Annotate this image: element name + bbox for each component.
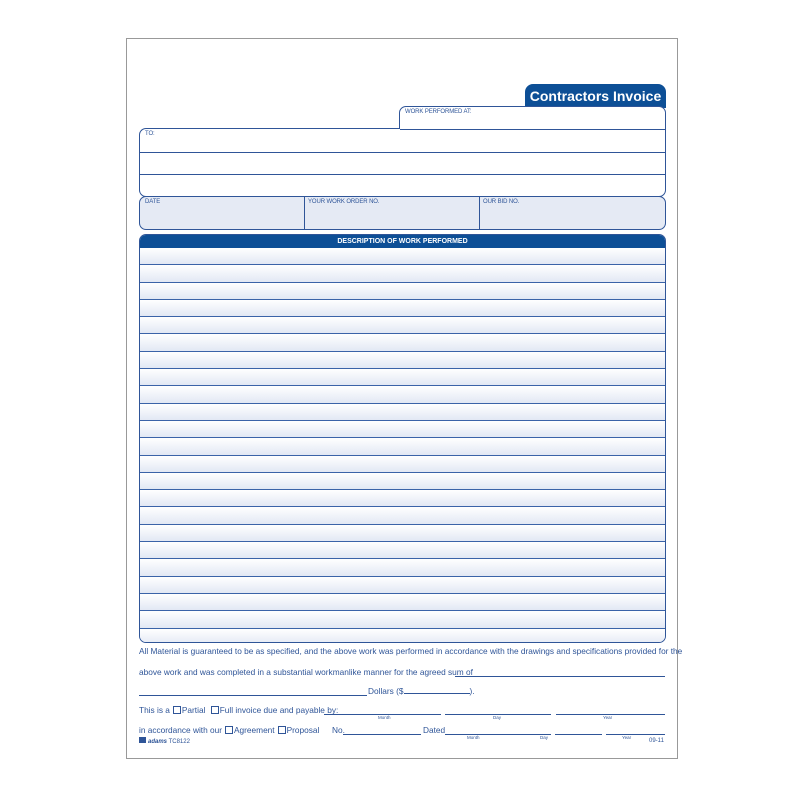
- description-line[interactable]: [140, 352, 665, 369]
- description-section: [139, 234, 666, 643]
- description-line[interactable]: [140, 438, 665, 455]
- due-day-label: Day: [493, 715, 502, 720]
- invoice-type-line: This is a Partial Full invoice due and payable by:: [139, 705, 339, 715]
- brand-mark: adams TC8122: [139, 737, 190, 745]
- version-code: 09-11: [649, 738, 664, 744]
- agreed-sum-line[interactable]: [455, 676, 665, 677]
- accordance-line: in accordance with our Agreement Proposal: [139, 725, 320, 735]
- dollars-label: Dollars ($ ).: [368, 686, 475, 696]
- description-line[interactable]: [140, 386, 665, 403]
- dated-day-line[interactable]: [555, 734, 602, 735]
- description-line[interactable]: [140, 265, 665, 282]
- description-line[interactable]: [140, 334, 665, 351]
- adams-logo-icon: [139, 737, 146, 743]
- bid-no-field[interactable]: [480, 197, 665, 229]
- guarantee-line-2: above work and was completed in a substantial workmanlike manner for the agreed sum of: [139, 667, 473, 677]
- dated-month-label: Month: [467, 735, 480, 740]
- description-line[interactable]: [140, 404, 665, 421]
- description-line[interactable]: [140, 559, 665, 576]
- description-line[interactable]: [140, 248, 665, 265]
- work-performed-at-box[interactable]: [399, 106, 666, 197]
- form-title: Contractors Invoice: [525, 84, 666, 108]
- description-header: DESCRIPTION OF WORK PERFORMED: [140, 235, 665, 248]
- to-box[interactable]: [139, 128, 400, 197]
- dated-label: Dated: [423, 725, 446, 735]
- description-line[interactable]: [140, 473, 665, 490]
- dated-year-line[interactable]: [606, 734, 665, 735]
- product-code: TC8122: [168, 739, 190, 745]
- dated-year-label: Year: [622, 735, 632, 740]
- description-line[interactable]: [140, 611, 665, 628]
- description-line[interactable]: [140, 490, 665, 507]
- no-label: No.: [332, 725, 345, 735]
- description-line[interactable]: [140, 369, 665, 386]
- description-line[interactable]: [140, 577, 665, 594]
- work-order-field[interactable]: [305, 197, 480, 229]
- description-line[interactable]: [140, 542, 665, 559]
- description-line[interactable]: [140, 317, 665, 334]
- description-line[interactable]: [140, 283, 665, 300]
- description-line[interactable]: [140, 525, 665, 542]
- dated-month-line[interactable]: [445, 734, 551, 735]
- description-line[interactable]: [140, 456, 665, 473]
- description-line[interactable]: [140, 300, 665, 317]
- description-line[interactable]: [140, 594, 665, 611]
- description-line[interactable]: [140, 629, 665, 643]
- to-label: TO:: [145, 131, 155, 137]
- dollars-words-line[interactable]: [139, 695, 367, 696]
- date-field[interactable]: [140, 197, 305, 229]
- description-line[interactable]: [140, 421, 665, 438]
- work-performed-at-label: WORK PERFORMED AT:: [405, 109, 472, 115]
- due-month-label: Month: [378, 715, 391, 720]
- guarantee-line-1: All Material is guaranteed to be as specified, and the above work was performed in accordance with the drawings and specifications provided for the: [139, 646, 683, 656]
- description-line[interactable]: [140, 507, 665, 524]
- proposal-checkbox[interactable]: [278, 726, 286, 734]
- no-line[interactable]: [343, 734, 421, 735]
- full-checkbox[interactable]: [211, 706, 219, 714]
- partial-checkbox[interactable]: [173, 706, 181, 714]
- dated-day-label: Day: [540, 735, 549, 740]
- due-year-label: Year: [603, 715, 613, 720]
- date-label: DATE: [145, 199, 161, 205]
- date-order-bid-row: [139, 196, 666, 230]
- work-order-label: YOUR WORK ORDER NO.: [308, 199, 380, 205]
- bid-no-label: OUR BID NO.: [483, 199, 520, 205]
- agreement-checkbox[interactable]: [225, 726, 233, 734]
